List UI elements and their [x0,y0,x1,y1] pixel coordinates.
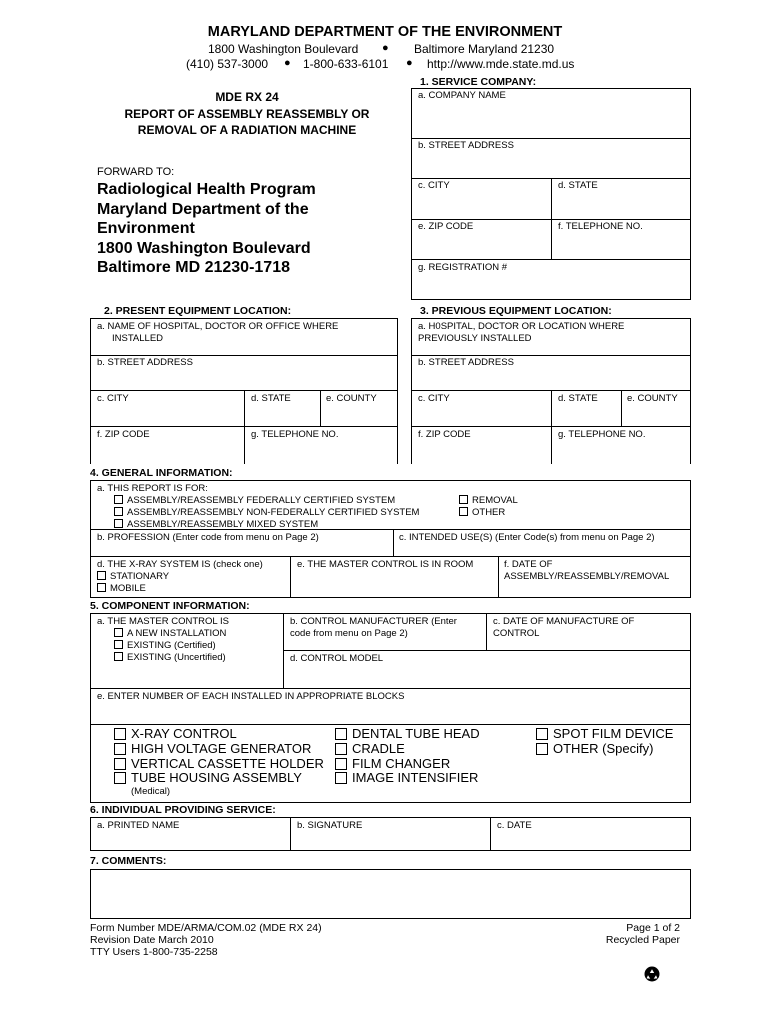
s3-city-field[interactable]: c. CITY [418,393,450,404]
option-label: A NEW INSTALLATION [127,628,227,639]
service-individual-box [90,817,691,851]
forward-address [97,180,316,278]
option-label: STATIONARY [110,571,170,582]
checkbox[interactable] [114,758,126,770]
checkbox[interactable] [114,507,123,516]
forward-line5: Baltimore MD 21230-1718 [97,259,290,276]
s2-zip-field[interactable]: f. ZIP CODE [97,429,150,440]
s1-zip-field[interactable]: e. ZIP CODE [418,221,474,232]
s3-heading: 3. PREVIOUS EQUIPMENT LOCATION: [420,305,612,317]
s1-street-field[interactable]: b. STREET ADDRESS [418,140,514,151]
checkbox[interactable] [114,652,123,661]
component-col-3 [536,727,673,757]
footer-right [560,922,680,946]
s2-heading: 2. PRESENT EQUIPMENT LOCATION: [104,305,292,317]
s6-heading: 6. INDIVIDUAL PROVIDING SERVICE: [90,804,276,816]
s4-option-mobile[interactable] [97,583,146,595]
s5-enter-number-label: e. ENTER NUMBER OF EACH INSTALLED IN APPROPRIATE BLOCKS [97,691,405,702]
s3-street-field[interactable]: b. STREET ADDRESS [418,357,514,368]
checkbox[interactable] [536,728,548,740]
s5-control-model-field[interactable]: d. CONTROL MODEL [290,653,384,664]
option-label: EXISTING (Uncertified) [127,652,226,663]
component-other[interactable] [536,742,673,757]
s5-b-line2: code from menu on Page 2) [290,627,408,639]
component-hv-generator[interactable] [114,742,324,757]
s1-city-field[interactable]: c. CITY [418,180,450,191]
s4-option-removal[interactable] [459,495,518,507]
checkbox[interactable] [459,495,468,504]
header-phone: (410) 537-3000 [186,57,269,71]
forward-label: FORWARD TO: [97,166,175,178]
s5-option-new[interactable] [114,628,226,640]
s4-xray-system-label: d. THE X-RAY SYSTEM IS (check one) [97,559,263,570]
option-label: FILM CHANGER [352,755,451,771]
option-label: ASSEMBLY/REASSEMBLY MIXED SYSTEM [127,519,319,530]
s5-b-line1: b. CONTROL MANUFACTURER (Enter [290,616,457,627]
header-city: Baltimore Maryland 21230 [414,42,555,56]
company-name-field[interactable]: a. COMPANY NAME [418,90,506,101]
forward-line1: Radiological Health Program [97,181,316,198]
option-label: IMAGE INTENSIFIER [352,770,479,786]
s2-street-field[interactable]: b. STREET ADDRESS [97,357,193,368]
s2-telephone-field[interactable]: g. TELEPHONE NO. [251,429,339,440]
option-label: SPOT FILM DEVICE [553,726,674,741]
checkbox[interactable] [114,728,126,740]
component-dental-tube[interactable] [335,727,480,742]
checkbox[interactable] [114,772,126,784]
s5-option-existing-certified[interactable] [114,640,216,652]
option-label: X-RAY CONTROL [131,726,237,741]
checkbox[interactable] [114,519,123,528]
component-cassette-holder[interactable] [114,757,324,772]
footer-revision: Revision Date March 2010 [90,934,214,946]
s5-manufacture-date-field[interactable] [493,616,634,639]
medical-note: (Medical) [131,786,171,797]
s3-facility-name-field[interactable] [418,321,624,344]
footer-recycled: Recycled Paper [605,934,680,946]
signature-field[interactable]: b. SIGNATURE [297,820,363,831]
footer-page: Page 1 of 2 [626,922,680,934]
s4-option-federal[interactable] [114,495,395,507]
s1-telephone-field[interactable]: f. TELEPHONE NO. [558,221,643,232]
s5-c-line1: c. DATE OF MANUFACTURE OF [493,616,635,627]
s5-c-line2: CONTROL [493,627,540,639]
s4-option-nonfederal[interactable] [114,507,419,519]
s1-registration-field[interactable]: g. REGISTRATION # [418,262,508,273]
checkbox[interactable] [114,495,123,504]
component-cradle[interactable] [335,742,480,757]
checkbox[interactable] [97,583,106,592]
checkbox[interactable] [459,507,468,516]
s4-f-line2: ASSEMBLY/REASSEMBLY/REMOVAL [504,570,670,582]
forward-line3: Environment [97,220,195,237]
component-col-1 [114,727,324,786]
s5-manufacturer-field[interactable] [290,616,457,639]
bullet-icon: ● [406,57,413,69]
checkbox[interactable] [335,758,347,770]
s4-profession-field[interactable]: b. PROFESSION (Enter code from menu on Page 2) [97,532,319,543]
option-label: TUBE HOUSING ASSEMBLY [131,770,302,786]
form-title-line1: REPORT OF ASSEMBLY REASSEMBLY OR [124,107,370,121]
component-xray-control[interactable] [114,727,324,742]
recycle-icon [644,966,660,982]
comments-field[interactable] [90,869,691,919]
bullet-icon: ● [382,42,389,54]
footer-tty: TTY Users 1-800-735-2258 [90,946,218,958]
s4-heading: 4. GENERAL INFORMATION: [90,467,233,479]
agency-title: MARYLAND DEPARTMENT OF THE ENVIRONMENT [207,24,563,40]
checkbox[interactable] [335,728,347,740]
forward-line2: Maryland Department of the [97,200,309,218]
s4-option-other[interactable] [459,507,505,519]
s7-heading: 7. COMMENTS: [90,855,167,867]
option-label: EXISTING (Certified) [127,640,216,651]
checkbox[interactable] [536,743,548,755]
s4-master-room-field[interactable]: e. THE MASTER CONTROL IS IN ROOM [297,559,474,570]
footer-form-number: Form Number MDE/ARMA/COM.02 (MDE RX 24) [90,922,322,934]
component-col-2 [335,727,480,786]
forward-line4: 1800 Washington Boulevard [97,239,311,257]
printed-name-field[interactable]: a. PRINTED NAME [97,820,180,831]
s4-option-mixed[interactable] [114,519,318,531]
header-tollfree: 1-800-633-6101 [303,57,389,71]
component-tube-housing[interactable] [114,771,324,786]
s5-option-existing-uncertified[interactable] [114,652,226,664]
component-film-changer[interactable] [335,757,480,772]
s2-county-field[interactable]: e. COUNTY [326,393,377,404]
header-website[interactable]: http://www.mde.state.md.us [427,57,575,71]
option-label: REMOVAL [472,495,518,506]
checkbox[interactable] [114,628,123,637]
component-image-intensifier[interactable] [335,771,480,786]
option-label: OTHER [472,507,506,518]
s2-facility-name-field[interactable] [97,321,338,344]
option-label: DENTAL TUBE HEAD [352,726,480,741]
option-label: HIGH VOLTAGE GENERATOR [131,740,312,756]
s5-master-control-label: a. THE MASTER CONTROL IS [97,616,229,627]
s4-report-for-label: a. THIS REPORT IS FOR: [97,483,208,494]
s1-heading: 1. SERVICE COMPANY: [420,76,537,88]
s4-date-field[interactable] [504,559,669,582]
option-label: VERTICAL CASSETTE HOLDER [131,755,324,771]
component-spot-film[interactable] [536,727,673,742]
option-label: ASSEMBLY/REASSEMBLY NON-FEDERALLY CERTIFIED SYSTEM [127,507,420,518]
option-label: OTHER (Specify) [553,740,654,756]
service-date-field[interactable]: c. DATE [497,820,532,831]
checkbox[interactable] [114,640,123,649]
checkbox[interactable] [97,571,106,580]
s2-state-field[interactable]: d. STATE [251,393,291,404]
option-label: ASSEMBLY/REASSEMBLY FEDERALLY CERTIFIED SYSTEM [127,495,396,506]
s3-zip-field[interactable]: f. ZIP CODE [418,429,471,440]
s3-a-line2: PREVIOUSLY INSTALLED [418,332,532,344]
s3-a-line1: a. H0SPITAL, DOCTOR OR LOCATION WHERE [418,321,625,332]
s3-county-field[interactable]: e. COUNTY [627,393,678,404]
s3-state-field[interactable]: d. STATE [558,393,598,404]
s1-state-field[interactable]: d. STATE [558,180,598,191]
footer-left [90,922,322,958]
form-title-line2: REMOVAL OF A RADIATION MACHINE [137,123,357,137]
checkbox[interactable] [335,772,347,784]
s3-telephone-field[interactable]: g. TELEPHONE NO. [558,429,646,440]
bullet-icon: ● [284,57,291,69]
checkbox[interactable] [335,743,347,755]
option-label: CRADLE [352,740,405,756]
s4-intended-use-field[interactable]: c. INTENDED USE(S) (Enter Code(s) from menu on Page 2) [399,532,655,543]
s5-heading: 5. COMPONENT INFORMATION: [90,600,250,612]
option-label: MOBILE [110,583,146,594]
s2-a-line2: INSTALLED [112,332,164,344]
form-number: MDE RX 24 [215,90,279,104]
s4-option-stationary[interactable] [97,571,169,583]
s4-f-line1: f. DATE OF [504,559,553,570]
header-street: 1800 Washington Boulevard [208,42,359,56]
s2-city-field[interactable]: c. CITY [97,393,129,404]
s2-a-line1: a. NAME OF HOSPITAL, DOCTOR OR OFFICE WHERE [97,321,339,332]
checkbox[interactable] [114,743,126,755]
